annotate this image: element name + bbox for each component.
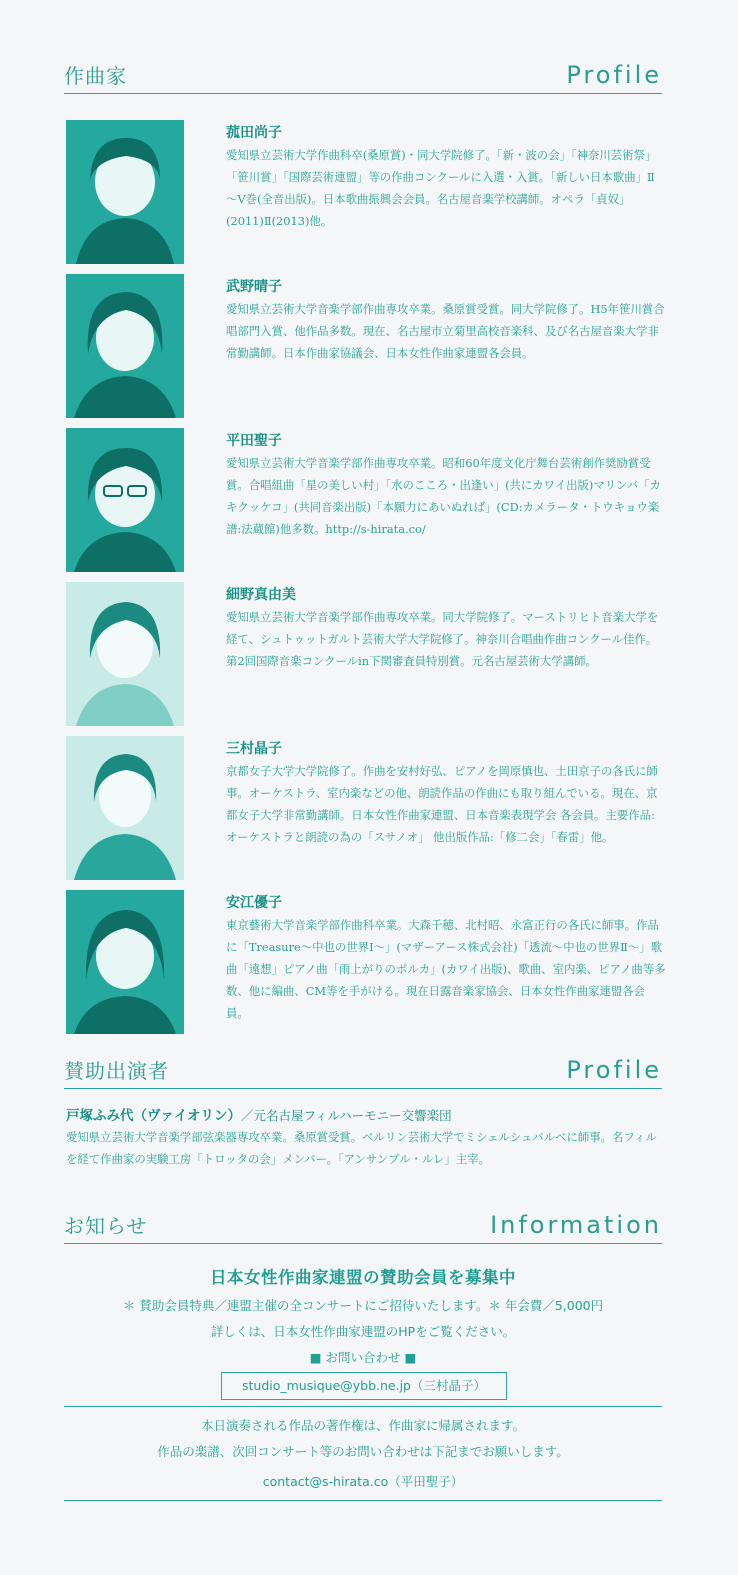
composer-profile [66, 890, 666, 1042]
composer-name: 細野真由美 [226, 587, 296, 603]
guest-name: 戸塚ふみ代（ヴァイオリン） [66, 1108, 241, 1124]
guest-name-line [66, 1104, 452, 1124]
composer-bio: 京都女子大学大学院修了。作曲を安村好弘、ピアノを岡原慎也、土田京子の各氏に師事。オーケストラ、室内楽などの他、朗読作品の作曲にも取り組んでいる。現在、京都女子大学非常勤講師。日本女性作曲家連盟、日本音楽表現学会 各会員。主要作品:オーケストラと朗読の為の「スサノオ」 他出版作品:「修二会」「春雷」他。 [226, 764, 658, 844]
composer-profile [66, 274, 666, 426]
composer-bio: 東京藝術大学音楽学部作曲科卒業。大森千穂、北村昭、永富正行の各氏に師事。作品に「Treasure～中也の世界Ⅰ～」(マザーアース株式会社)「透流～中也の世界Ⅱ～」歌曲「遠想」ピアノ曲「雨上がりのポルカ」(カワイ出版)、歌曲、室内楽、ピアノ曲等多数、他に編曲、CM等を手がける。現在日露音楽家協会、日本女性作曲家連盟各会員。 [226, 918, 666, 1020]
composer-name: 三村晶子 [226, 741, 282, 757]
divider [64, 1406, 662, 1407]
inquiry-notice: 作品の楽譜、次回コンサート等のお問い合わせは下記までお願いします。 [157, 1444, 569, 1459]
guest-section-header [64, 1055, 662, 1089]
composers-section-header [64, 60, 662, 94]
composer-bio: 愛知県立芸術大学音楽学部作曲専攻卒業。同大学院修了。マーストリヒト音楽大学を経て、シュトゥットガルト芸術大学大学院修了。神奈川合唱曲作曲コンクール佳作。第2回国際音楽コンクールin下関審査員特別賞。元名古屋芸術大学講師。 [226, 610, 659, 668]
composer-profile [66, 736, 666, 888]
guest-bio: 愛知県立芸術大学音楽学部弦楽器専攻卒業。桑原賞受賞。ベルリン芸術大学でミシェルシュバルベに師事。名フィルを経て作曲家の実験工房「トロッタの会」メンバー。「アンサンブル・ルレ」主宰。 [66, 1130, 657, 1166]
composer-bio: 愛知県立芸術大学音楽学部作曲専攻卒業。桑原賞受賞。同大学院修了。H5年笹川賞合唱部門入賞、他作品多数。現在、名古屋市立菊里高校音楽科、及び名古屋音楽大学非常勤講師。日本作曲家協議会、日本女性作曲家連盟各会員。 [226, 302, 665, 360]
info-label: Information [490, 1211, 662, 1239]
guest-heading: 賛助出演者 [64, 1059, 169, 1083]
contact-email[interactable]: studio_musique@ybb.ne.jp（三村晶子） [221, 1372, 507, 1400]
composer-name: 平田聖子 [226, 433, 282, 449]
composer-photo [66, 274, 184, 418]
composer-bio: 愛知県立芸術大学音楽学部作曲専攻卒業。昭和60年度文化庁舞台芸術創作奨励賞受賞。合唱組曲「星の美しい村」「水のこころ・出逢い」(共にカワイ出版)マリンバ「カキクッケコ」(共同音楽出版)「本願力にあいぬれば」(CD:カメラータ・トウキョウ楽譜:法蔵館)他多数。http://s-hirata.co/ [226, 456, 661, 536]
info-title: 日本女性作曲家連盟の賛助会員を募集中 [210, 1268, 516, 1287]
composer-name: 安江優子 [226, 895, 282, 911]
composer-photo [66, 890, 184, 1034]
composer-photo [66, 120, 184, 264]
composer-photo [66, 428, 184, 572]
composer-bio: 愛知県立芸術大学作曲科卒(桑原賞)・同大学院修了。「新・波の会」「神奈川芸術祭」「笹川賞」「国際芸術連盟」等の作曲コンクールに入選・入賞。「新しい日本歌曲」Ⅱ～Ⅴ巻(全音出版)。日本歌曲振興会会員。名古屋音楽学校講師。オペラ「貞奴」(2011)Ⅱ(2013)他。 [226, 148, 657, 228]
composer-photo [66, 736, 184, 880]
inquiry-contact[interactable]: contact@s-hirata.co（平田聖子） [262, 1474, 464, 1489]
info-benefit-line: ＊ 賛助会員特典／連盟主催の全コンサートにご招待いたします。＊ 年会費／5,000円 [122, 1298, 604, 1313]
info-heading: お知らせ [64, 1214, 148, 1238]
composer-name: 菰田尚子 [226, 125, 282, 141]
composer-photo [66, 582, 184, 726]
composer-profile [66, 582, 666, 734]
guest-affiliation: ／元名古屋フィルハーモニー交響楽団 [240, 1108, 452, 1123]
guest-profile-label: Profile [566, 1056, 662, 1084]
divider [64, 1500, 662, 1501]
info-section-header [64, 1210, 662, 1244]
copyright-notice: 本日演奏される作品の著作権は、作曲家に帰属されます。 [200, 1418, 525, 1433]
composers-profile-label: Profile [566, 61, 662, 89]
composer-profile [66, 428, 666, 580]
composers-heading: 作曲家 [64, 64, 127, 88]
contact-label: ■ お問い合わせ ■ [309, 1350, 417, 1365]
info-details-line: 詳しくは、日本女性作曲家連盟のHPをご覧ください。 [210, 1324, 516, 1339]
composer-profile [66, 120, 666, 272]
composer-name: 武野晴子 [226, 279, 282, 295]
